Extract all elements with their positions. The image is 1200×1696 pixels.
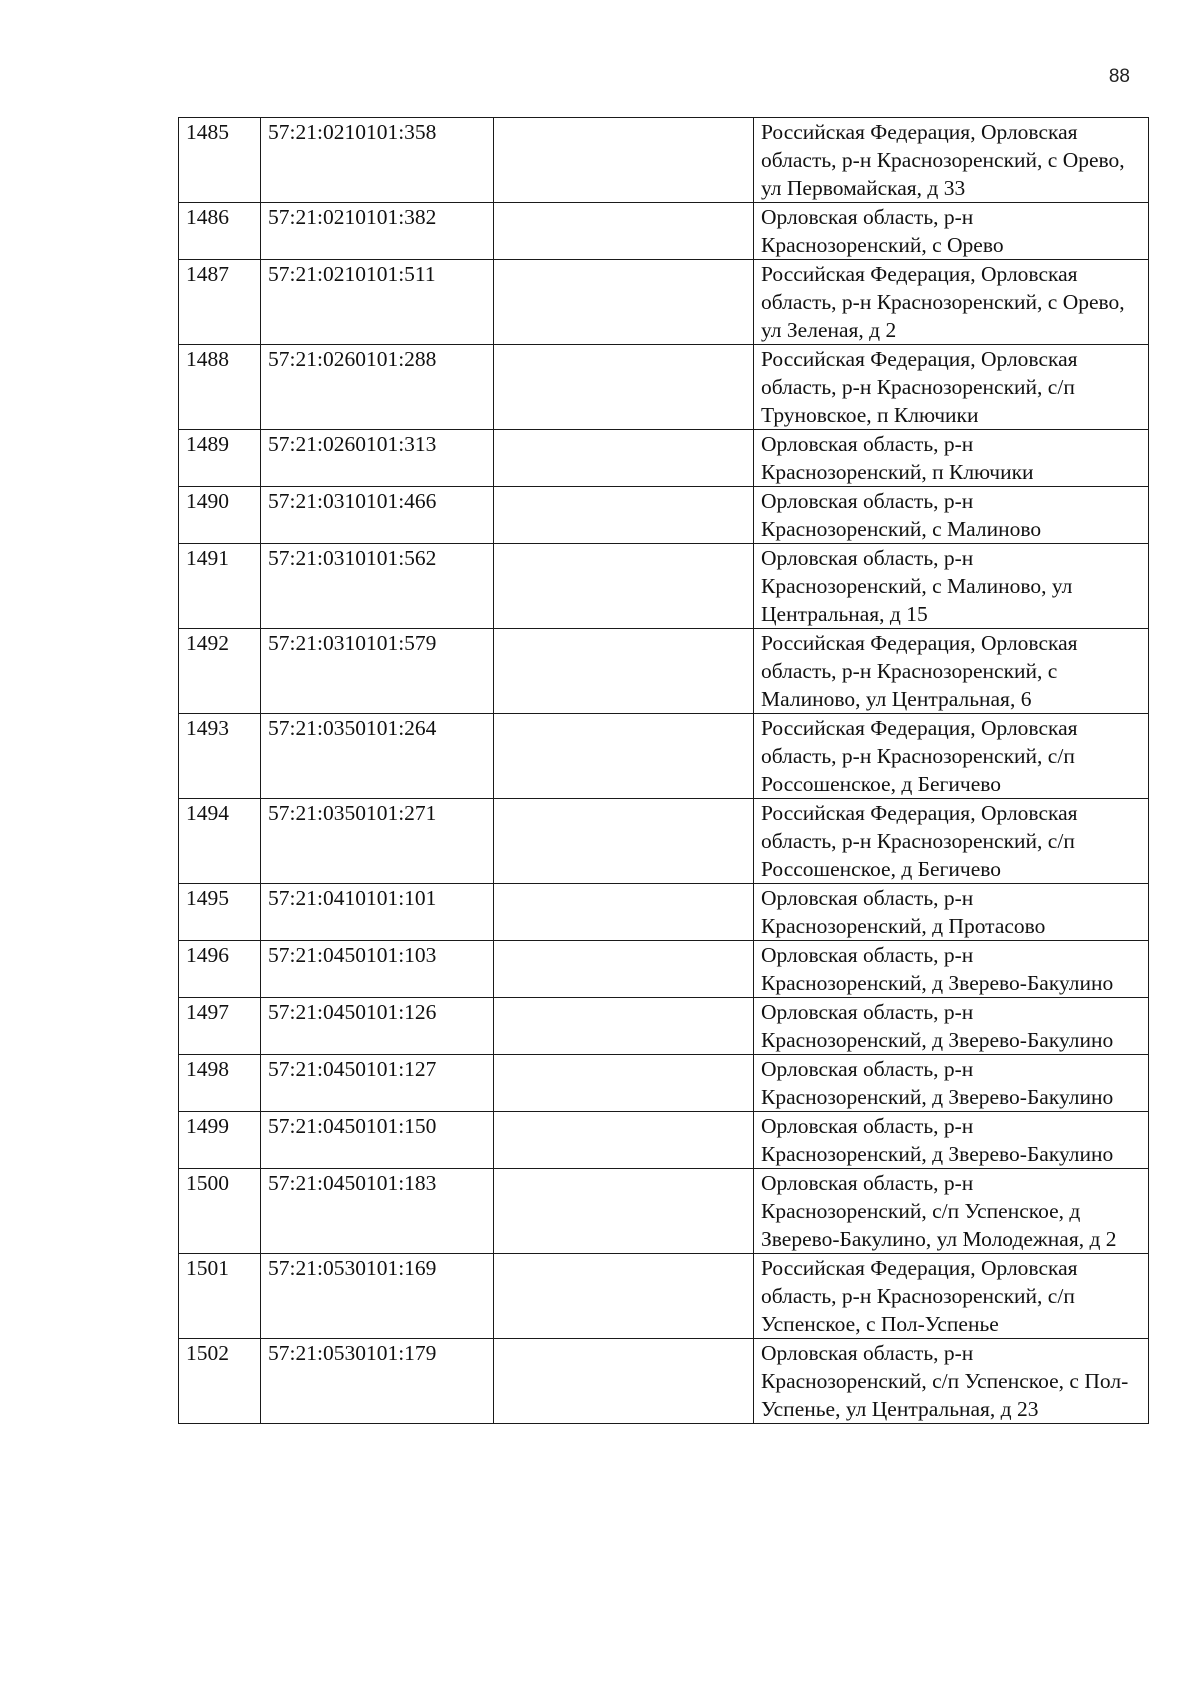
table-row (179, 884, 1149, 941)
address: Орловская область, р-н Краснозоренский, с Малиново, ул Центральная, д 15 (754, 544, 1149, 629)
cadastral-number: 57:21:0450101:126 (261, 998, 494, 1055)
table-row (179, 1339, 1149, 1424)
empty-cell (494, 884, 754, 941)
empty-cell (494, 487, 754, 544)
empty-cell (494, 544, 754, 629)
address: Российская Федерация, Орловская область, р-н Краснозоренский, с Орево, ул Первомайская, д 33 (754, 118, 1149, 203)
empty-cell (494, 714, 754, 799)
table-row (179, 487, 1149, 544)
page-number: 88 (1108, 66, 1130, 87)
row-number: 1485 (179, 118, 261, 203)
cadastral-number: 57:21:0210101:511 (261, 260, 494, 345)
cadastral-number: 57:21:0530101:179 (261, 1339, 494, 1424)
empty-cell (494, 799, 754, 884)
row-number: 1493 (179, 714, 261, 799)
empty-cell (494, 430, 754, 487)
row-number: 1495 (179, 884, 261, 941)
row-number: 1500 (179, 1169, 261, 1254)
row-number: 1499 (179, 1112, 261, 1169)
table-row (179, 430, 1149, 487)
table-row (179, 714, 1149, 799)
row-number: 1498 (179, 1055, 261, 1112)
address: Российская Федерация, Орловская область, р-н Краснозоренский, с Малиново, ул Центральная, 6 (754, 629, 1149, 714)
cadastral-number: 57:21:0310101:466 (261, 487, 494, 544)
cadastral-number: 57:21:0530101:169 (261, 1254, 494, 1339)
row-number: 1489 (179, 430, 261, 487)
cadastral-number: 57:21:0450101:150 (261, 1112, 494, 1169)
empty-cell (494, 1339, 754, 1424)
table-row (179, 799, 1149, 884)
empty-cell (494, 629, 754, 714)
address: Российская Федерация, Орловская область, р-н Краснозоренский, с Орево, ул Зеленая, д 2 (754, 260, 1149, 345)
cadastral-number: 57:21:0350101:271 (261, 799, 494, 884)
table-row (179, 203, 1149, 260)
empty-cell (494, 118, 754, 203)
address: Российская Федерация, Орловская область, р-н Краснозоренский, с/п Успенское, с Пол-Успенье (754, 1254, 1149, 1339)
cadastral-number: 57:21:0450101:103 (261, 941, 494, 998)
address: Орловская область, р-н Краснозоренский, п Ключики (754, 430, 1149, 487)
cadastral-number: 57:21:0350101:264 (261, 714, 494, 799)
row-number: 1486 (179, 203, 261, 260)
empty-cell (494, 345, 754, 430)
cadastral-number: 57:21:0260101:313 (261, 430, 494, 487)
table-row (179, 1112, 1149, 1169)
address: Российская Федерация, Орловская область, р-н Краснозоренский, с/п Россошенское, д Бегичево (754, 799, 1149, 884)
address: Орловская область, р-н Краснозоренский, д Зверево-Бакулино (754, 1055, 1149, 1112)
row-number: 1492 (179, 629, 261, 714)
address: Орловская область, р-н Краснозоренский, с/п Успенское, д Зверево-Бакулино, ул Молодежная, д 2 (754, 1169, 1149, 1254)
cadastral-number: 57:21:0410101:101 (261, 884, 494, 941)
table-row (179, 1169, 1149, 1254)
registry-table-body (179, 118, 1149, 1424)
cadastral-number: 57:21:0310101:579 (261, 629, 494, 714)
cadastral-number: 57:21:0210101:382 (261, 203, 494, 260)
empty-cell (494, 998, 754, 1055)
cadastral-number: 57:21:0450101:183 (261, 1169, 494, 1254)
row-number: 1502 (179, 1339, 261, 1424)
table-row (179, 998, 1149, 1055)
empty-cell (494, 1055, 754, 1112)
row-number: 1497 (179, 998, 261, 1055)
empty-cell (494, 1112, 754, 1169)
table-row (179, 544, 1149, 629)
row-number: 1488 (179, 345, 261, 430)
address: Российская Федерация, Орловская область, р-н Краснозоренский, с/п Труновское, п Ключики (754, 345, 1149, 430)
row-number: 1490 (179, 487, 261, 544)
cadastral-number: 57:21:0210101:358 (261, 118, 494, 203)
address: Орловская область, р-н Краснозоренский, с Малиново (754, 487, 1149, 544)
empty-cell (494, 1169, 754, 1254)
table-row (179, 260, 1149, 345)
row-number: 1487 (179, 260, 261, 345)
table-row (179, 118, 1149, 203)
address: Орловская область, р-н Краснозоренский, с/п Успенское, с Пол-Успенье, ул Центральная, д 23 (754, 1339, 1149, 1424)
cadastral-number: 57:21:0310101:562 (261, 544, 494, 629)
empty-cell (494, 1254, 754, 1339)
empty-cell (494, 260, 754, 345)
address: Российская Федерация, Орловская область, р-н Краснозоренский, с/п Россошенское, д Бегичево (754, 714, 1149, 799)
empty-cell (494, 203, 754, 260)
row-number: 1496 (179, 941, 261, 998)
table-row (179, 1254, 1149, 1339)
address: Орловская область, р-н Краснозоренский, д Зверево-Бакулино (754, 998, 1149, 1055)
address: Орловская область, р-н Краснозоренский, д Зверево-Бакулино (754, 941, 1149, 998)
address: Орловская область, р-н Краснозоренский, д Зверево-Бакулино (754, 1112, 1149, 1169)
cadastral-number: 57:21:0260101:288 (261, 345, 494, 430)
cadastral-number: 57:21:0450101:127 (261, 1055, 494, 1112)
address: Орловская область, р-н Краснозоренский, д Протасово (754, 884, 1149, 941)
row-number: 1501 (179, 1254, 261, 1339)
table-row (179, 941, 1149, 998)
empty-cell (494, 941, 754, 998)
address: Орловская область, р-н Краснозоренский, с Орево (754, 203, 1149, 260)
table-row (179, 629, 1149, 714)
registry-table (178, 117, 1149, 1424)
row-number: 1491 (179, 544, 261, 629)
row-number: 1494 (179, 799, 261, 884)
table-row (179, 1055, 1149, 1112)
table-row (179, 345, 1149, 430)
